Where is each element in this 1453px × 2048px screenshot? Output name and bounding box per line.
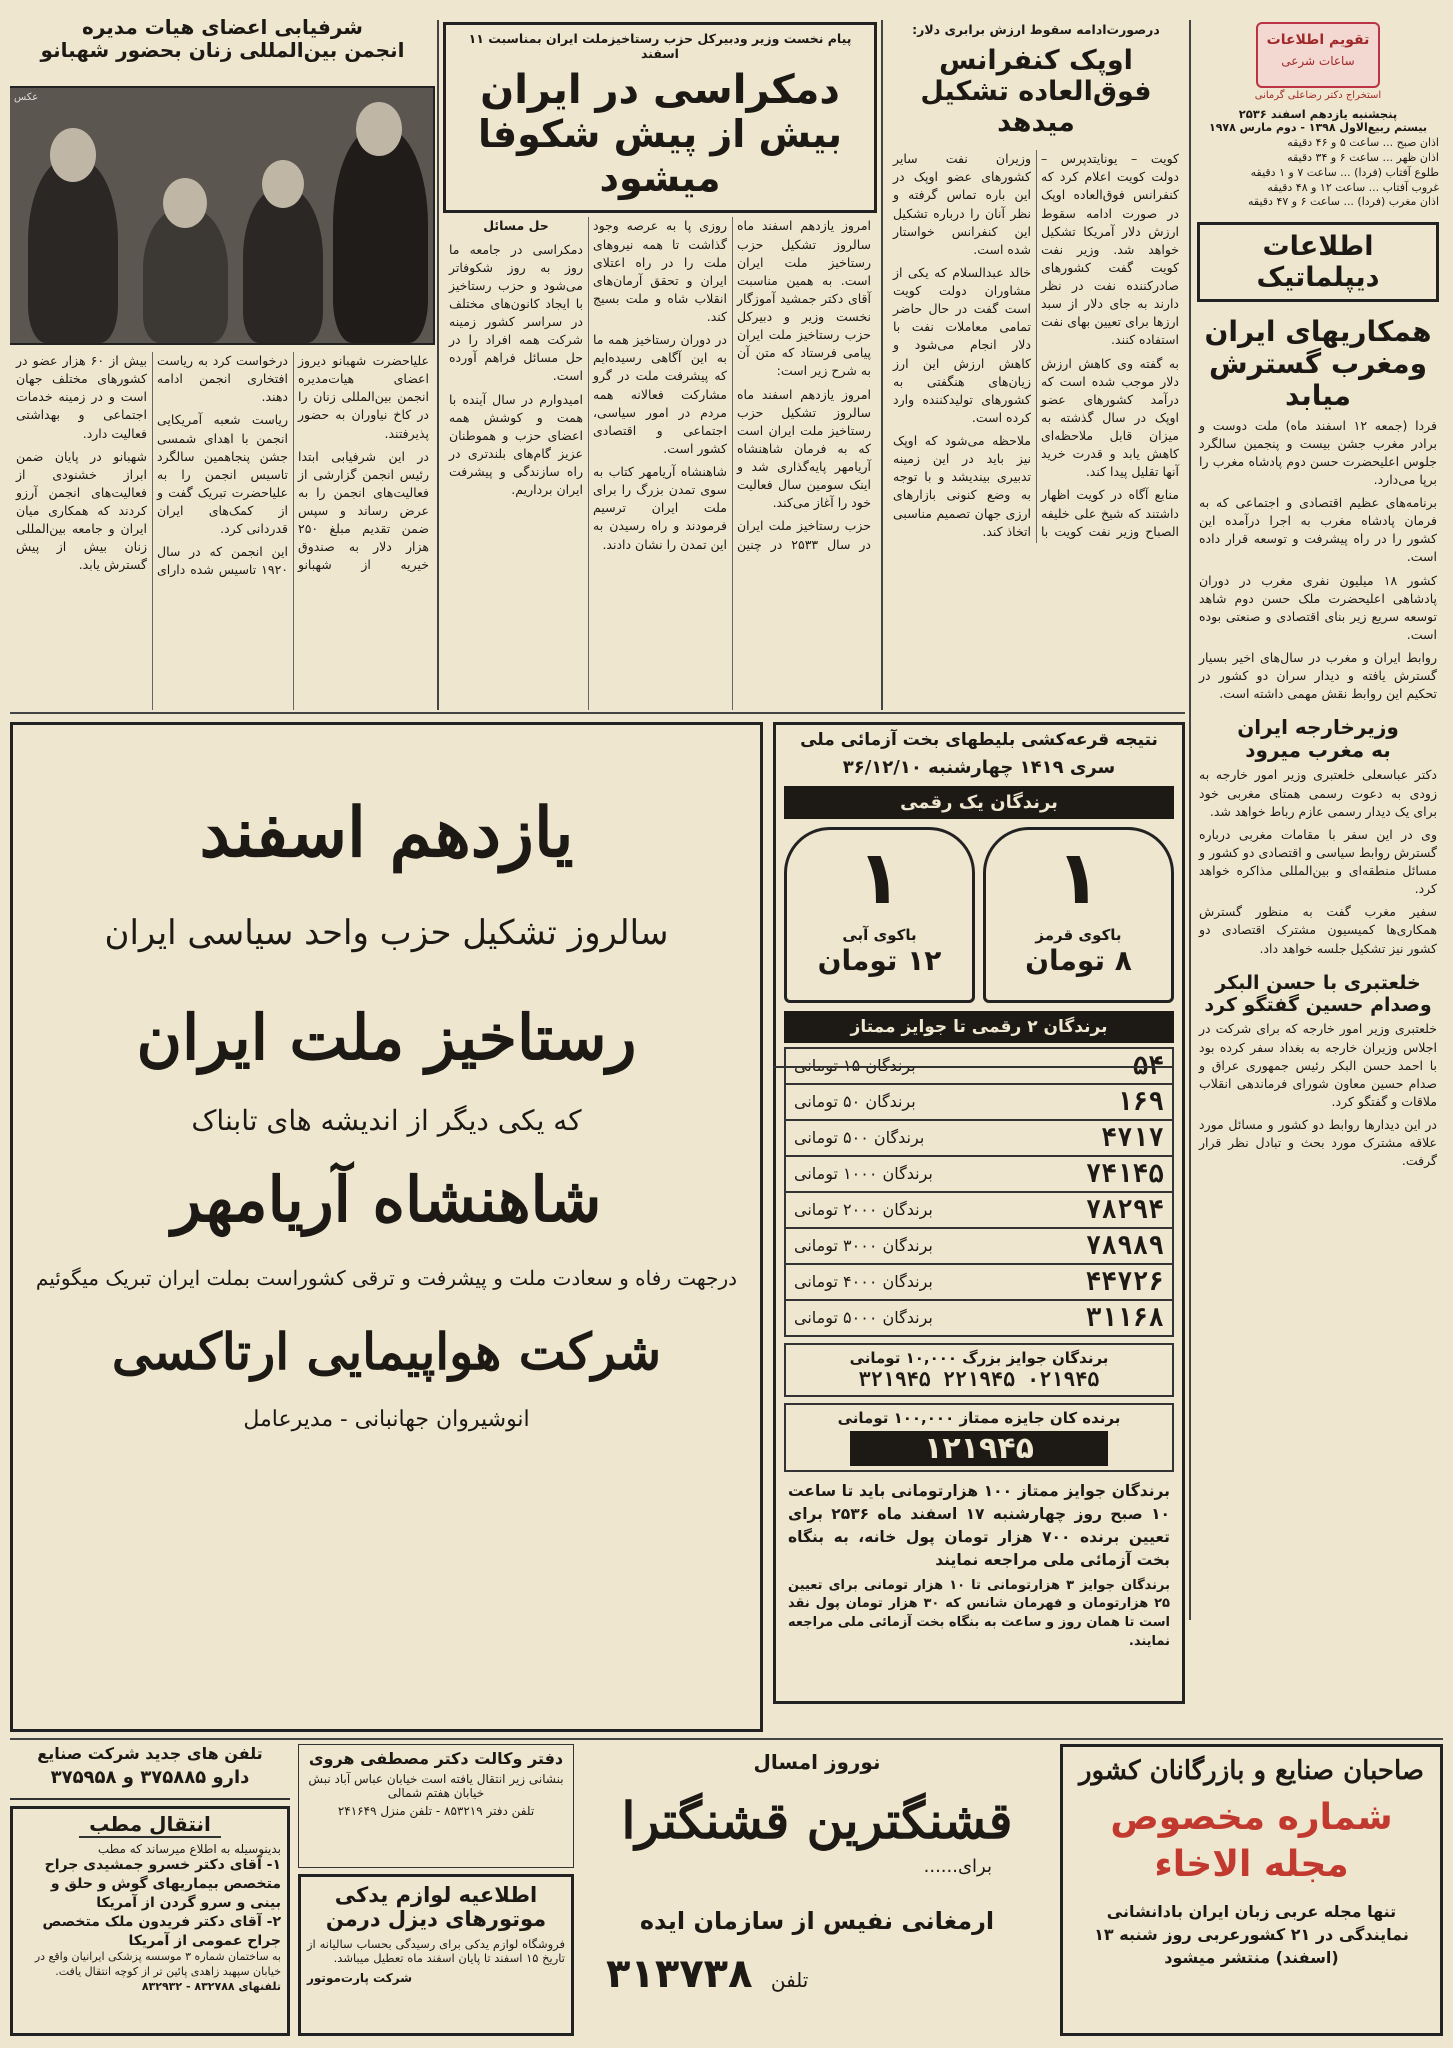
clinic-body-0: بدینوسیله به اطلاع میرساند که مطب [97,1842,281,1856]
opec-headline: اوپک کنفرانس فوق‌العاده تشکیل میدهد [920,45,1152,139]
paragraph: خالد عبدالسلام که یکی از مشاوران دولت کویت است گفت در حال حاضر تمامی معاملات نفت با دلار انجام می‌شود و کاهش ارزش این ارز زیان‌های هنگفتی به کشورهای تولیدکننده وارد کرده است. [893,264,1031,425]
prize-label: برندگان ۳۰۰۰ تومانی [794,1236,933,1256]
rastakhiz-headline-1: دمکراسی در ایران [480,67,840,113]
grand-prize-number: ۱۲۱۹۴۵ [850,1431,1108,1466]
paragraph: در دوران رستاخیز همه ما به این آگاهی رسیده‌ایم که پیشرفت ملت در گرو مشارکت فعالانه همه مردم در امور سیاسی، اجتماعی و اقتصادی کشور است. [593,332,727,456]
calendar-masthead [1193,22,1443,217]
prize-label: برندگان ۱۰۰۰ تومانی [794,1164,933,1184]
paragraph: منابع آگاه در کویت اظهار داشتند که شیخ علی خلیفه الصباح وزیر نفت کویت با وزیران نفت سایر کشورهای عضو اوپک در این باره تماس گرفته و نظر آنان را درباره تشکیل این کنفرانس خواستار شده است. [893,151,1179,539]
queen-headline-1: شرفیابی اعضای هیات مدیره [82,15,363,39]
paragraph: خلعتبری وزیر امور خارجه که برای شرکت در اجلاس وزیران خارجه به بغداد سفر کرده بود با احمد حسن البکر رئیس جمهوری عراق و صدام حسین معاون شورای فرماندهی انقلاب ملاقات و گفتگو کرد. [1199,1021,1437,1109]
section-rule [10,712,1185,714]
winning-number: ۳۱۱۶۸ [1085,1302,1164,1333]
one-digit-color: باکوی آبی [842,925,917,944]
clinic-body-1: ۱- آقای دکتر خسرو جمشیدی جراح متخصص بیماریهای گوش و حلق و بینی و سرو گردن از آمریکا [44,1857,281,1911]
winning-number: ۱۶۹ [1117,1086,1164,1117]
lottery-row [786,1229,1172,1265]
diplomatic-section-title: اطلاعات دیپلماتیک [1197,222,1439,302]
fm-headline [1193,716,1443,762]
section-rule [10,1738,1443,1740]
nowruz-sub: ارمغانی نفیس از سازمان ایده [639,1906,995,1935]
lottery-title: نتیجه قرعه‌کشی بلیطهای بخت آزمائی ملی [800,730,1158,750]
column-rule [881,20,883,710]
winning-number: ۴۴۷۲۶ [1085,1266,1164,1297]
ad-line-8: انوشیروان جهانبانی - مدیرعامل [243,1407,530,1432]
lottery-notice-2: برندگان جوایز ۳ هزارتومانی تا ۱۰ هزار تومانی برای تعیین ۲۵ هزارتومان و فهرمان شانس که ۳۰ هزار تومان پول نقد است تا همان روز و ساعت به بنگاه بخت آزمائی ملی مراجعه نمایند. [788,1577,1170,1650]
queen-photo [10,86,435,345]
clinic-body-2: ۲- آقای دکتر فریدون ملک متخصص جراح عمومی از آمریکا [42,1913,281,1949]
paragraph: این انجمن که در سال ۱۹۲۰ تاسیس شده دارای بیش از ۶۰ هزار عضو در کشورهای مختلف جهان است و در زمینه خدمات اجتماعی و بهداشتی فعالیت دارد. [16,353,288,578]
rastakhiz-article [443,22,877,710]
queen-article [10,10,435,710]
paragraph: ریاست شعبه آمریکایی انجمن با اهدای شمسی جشن پنجاهمین سالگرد تاسیس انجمن را به علیاحضرت تبریک گفت و از کمک‌های ایران قدردانی کرد. [157,412,288,537]
aseman-construction-ad [773,1066,1173,1068]
opec-article [887,22,1185,710]
column-rule [437,20,439,710]
diplomatic-body [1193,413,1443,713]
paragraph: وی در این سفر با مقامات مغربی درباره گسترش روابط سیاسی و اقتصادی دو کشور و مسائل منطقه‌ای و بین‌المللی مذاکره خواهد کرد. [1199,826,1437,897]
magazine-body: تنها مجله عربی زبان ایران بادانشانی نمایندگی در ۲۱ کشورعربی روز شنبه ۱۳ (اسفند) منتشر میشود [1094,1901,1409,1968]
paragraph: سفیر مغرب گفت به منظور گسترش همکاری‌ها کمیسیون مشترک اقتصادی دو کشور نیز تشکیل جلسه خواهد داد. [1199,904,1437,956]
clinic-title: انتقال مطب [79,1813,221,1838]
paragraph: امروز یازدهم اسفند ماه سالروز تشکیل حزب رستاخیز ملت ایران است که به فرمان شاهنشاه آریامهر پایه‌گذاری شد و اینک سومین سال فعالیت خود را آغاز می‌کند. [737,386,871,511]
diplomatic-headline-line1: همکاریهای ایران [1204,315,1432,348]
rastakhiz-headline-box [443,22,877,213]
lawyer-phone: تلفن دفتر ۸۵۳۲۱۹ - تلفن منزل ۲۴۱۶۴۹ [337,1804,535,1818]
calendar-logo [1256,22,1380,88]
big-prize-label: برندگان جوایز بزرگ ۱۰,۰۰۰ تومانی [849,1348,1109,1367]
nowruz-phone-row [606,1951,1052,1997]
paragraph: کشور ۱۸ میلیون نفری مغرب در دوران پادشاهی اعلیحضرت ملک حسن دوم شاهد توسعه سریع زیر بنای اقتصادی و صنعتی بوده است. [1199,572,1437,642]
big-prize-numbers: ۰۲۱۹۴۵ ۲۲۱۹۴۵ ۳۲۱۹۴۵ [858,1366,1100,1391]
magazine-red-1: شماره مخصوص [1110,1796,1393,1838]
diesel-body: فروشگاه لوازم یدکی برای رسیدگی بحساب سالیانه از تاریخ ۱۵ اسفند تا پایان اسفند ماه تعطیل میباشد. [307,1937,565,1966]
one-digit-number: ۱ [1055,834,1102,921]
winning-number: ۴۷۱۷ [1101,1122,1164,1153]
lawyer-title: دفتر وکالت دکتر مصطفی هروی [308,1749,564,1768]
lottery-series: سری ۱۴۱۹ چهارشنبه ۳۶/۱۲/۱۰ [842,756,1116,778]
fm-headline-line2: به مغرب میرود [1245,738,1391,763]
calendar-source: استخراج دکتر رضاعلی گرمانی [1254,90,1382,101]
photo-label: عکس [14,92,39,103]
big-prize-box [784,1343,1174,1397]
grand-prize-box [784,1403,1174,1472]
clinic-ad [10,1806,290,2036]
paragraph: شاهنشاه آریامهر کتاب به سوی تمدن بزرگ را برای ملت ایران ترسیم فرمودند و راه رسیدن به این تمدن را نشان دادند. [593,464,727,552]
queen-body [10,348,435,710]
fm-body [1193,762,1443,966]
paragraph: حزب رستاخیز ملت ایران در سال ۲۵۳۳ در چنین روزی پا به عرصه وجود گذاشت تا همه نیروهای ملت را در راه اعتلای ایران و تحقق آرمان‌های انقلاب شاه و ملت بسیج کند. [593,218,871,552]
rastakhiz-body [443,213,877,710]
lottery-row [786,1193,1172,1229]
ad-line-3: رستاخیز ملت ایران [136,1001,637,1074]
prayer-time-row: اذان ظهر ... ساعت ۶ و ۳۴ دقیقه [1287,150,1439,164]
diplomatic-section [1193,222,1443,1617]
prayer-time-row: اذان مغرب (فردا) ... ساعت ۶ و ۴۷ دقیقه [1248,195,1439,209]
grand-prize-label: برنده کان جایزه ممتاز ۱۰۰,۰۰۰ تومانی [837,1408,1121,1427]
paragraph: علیاحضرت شهبانو دیروز اعضای هیات‌مدیره انجمن بین‌المللی زنان را در کاخ نیاوران به حضور پذیرفتند. [298,353,429,441]
prayer-time-row: اذان صبح ... ساعت ۵ و ۴۶ دقیقه [1287,136,1439,149]
opec-body [887,146,1185,547]
winning-number: ۷۸۹۸۹ [1085,1230,1164,1261]
new-phones-ad [10,1744,290,1800]
winning-number: ۵۴ [1132,1050,1164,1081]
diesel-parts-ad [298,1874,574,2036]
prize-label: برندگان ۵۰۰۰ تومانی [794,1308,933,1328]
lottery-notice: برندگان جوایز ممتاز ۱۰۰ هزارتومانی باید تا ساعت ۱۰ صبح روز چهارشنبه ۱۷ اسفند ماه ۲۵۳۶ برای تعیین برنده ۷۰۰ هزار تومان پول خانه، به بنگاه بخت آزمائی ملی مراجعه نمایند [788,1481,1170,1570]
diesel-title: اطلاعیه لوازم یدکی موتورهای دیزل درمن [325,1883,547,1932]
prayer-time-row: غروب آفتاب ... ساعت ۱۲ و ۴۸ دقیقه [1267,180,1439,194]
lottery-row [786,1085,1172,1121]
one-digit-winners [784,827,1174,1003]
prayer-times [1193,134,1443,212]
ad-line-1: یازدهم اسفند [199,793,574,873]
lottery-results [773,722,1185,1704]
nowruz-phone-label: تلفن [770,1967,809,1992]
aseman-ad-box [1030,1076,1031,1077]
nowruz-kicker: نوروز امسال [753,1750,881,1774]
diesel-signature: شرکت پارت‌موتور [307,1971,412,1986]
lottery-row [786,1121,1172,1157]
clinic-body-4: تلفنهای ۸۳۲۷۸۸ - ۸۳۲۹۳۲ [141,1980,281,1994]
paragraph: در این دیدارها روابط دو کشور و مسائل مورد علاقه مشترک مورد بحث و تبادل نظر قرار گرفت. [1199,1117,1437,1169]
nowruz-for: برای...... [923,1855,992,1877]
winning-number: ۷۴۱۴۵ [1085,1158,1164,1189]
paragraph: فردا (جمعه ۱۲ اسفند ماه) ملت دوست و برادر مغرب جشن بیست و پنجمین سالگرد جلوس اعلیحضرت حسن دوم پادشاه مغرب را برپا می‌دارد. [1199,417,1437,487]
nowruz-headline: قشنگترین قشنگترا [621,1791,1013,1850]
winning-number: ۷۸۲۹۴ [1085,1194,1164,1225]
lottery-row [786,1265,1172,1301]
rastakhiz-headline-2: بیش از پیش شکوفا میشود [477,112,843,200]
one-digit-card-blue [784,827,975,1003]
one-digit-number: ۱ [856,834,903,921]
prayer-time-row: طلوع آفتاب (فردا) ... ساعت ۷ و ۱ دقیقه [1250,165,1439,179]
paragraph: شهبانو در پایان ضمن ابراز خشنودی از فعالیت‌های انجمن آرزو کردند که همکاری میان ایران و جامعه بین‌المللی زنان بیش از پیش گسترش یابد. [16,448,147,573]
magazine-ad [1060,1744,1443,2036]
diplomatic-headline [1193,316,1443,413]
calendar-title: تقویم اطلاعات [1266,32,1370,48]
paragraph: کویت – یونایتدپرس – دولت کویت اعلام کرد که کنفرانس فوق‌العاده اوپک در صورت ادامه سقوط ارزش دلار آمریکا تشکیل خواهد شد. وزیر نفت کویت گفت کشورهای صادرکننده نفت در نظر دارند به جای دلار از سبد ارزها برای تعیین بهای نفت استفاده کنند. [1041,151,1179,348]
two-digit-header: برندگان ۲ رقمی تا جوایز ممتاز [784,1011,1174,1043]
ad-line-7: شرکت هواپیمایی ارتاکسی [111,1322,662,1381]
paragraph: در این شرفیابی ابتدا رئیس انجمن گزارشی از فعالیت‌های انجمن را به عرض رساند و سپس ضمن تقدیم مبلغ ۲۵۰ هزار دلار به صندوق خیریه از شهبانو درخواست کرد به ریاست افتخاری انجمن ادامه دهند. [157,353,429,573]
one-digit-prize: ۸ تومان [1025,943,1132,977]
ad-line-6: درجهت رفاه و سعادت ملت و پیشرفت و ترقی کشوراست بملت ایران تبریک میگوئیم [35,1266,738,1290]
paragraph: به گفته وی کاهش ارزش دلار موجب شده است که درآمد کشورهای عضو اوپک در سال گذشته به میزان قابل ملاحظه‌ای کاهش یابد و قدرت خرید آنها تقلیل پیدا کند. [1041,355,1179,480]
lottery-table [784,1047,1174,1337]
calendar-date-2: بیستم ربیع‌الاول ۱۳۹۸ - دوم مارس ۱۹۷۸ [1208,121,1427,134]
paragraph: برنامه‌های عظیم اقتصادی و اجتماعی که به فرمان پادشاه مغرب به اجرا درآمده این کشور را در راه پیشرفت و توسعه قرار داده است. [1199,495,1437,565]
lottery-row [786,1301,1172,1335]
subhead: حل مسائل [483,218,549,234]
diplomatic-headline-line2: ومغرب گسترش میابد [1208,347,1428,413]
prize-label: برندگان ۴۰۰۰ تومانی [794,1272,933,1292]
prize-label: برندگان ۱۵ تومانی [794,1056,916,1076]
prize-label: برندگان ۵۰۰ تومانی [794,1128,925,1148]
clinic-body-3: به ساختمان شماره ۳ موسسه پزشکی ایرانیان واقع در خیابان سپهبد زاهدی پائین تر از کوچه انتقال یافت. [34,1950,281,1979]
calendar-date: پنجشنبه یازدهم اسفند ۲۵۳۶ [1238,107,1398,121]
nowruz-ad [582,1744,1052,2036]
ad-line-2: سالروز تشکیل حزب واحد سیاسی ایران [104,913,669,953]
one-digit-card-red [983,827,1174,1003]
new-phones-title: تلفن های جدید شرکت صنایع [37,1744,263,1763]
lawyer-body: بنشانی زیر انتقال یافته است خیابان عباس آباد نبش خیابان هفتم شمالی [308,1772,564,1800]
paragraph: ملاحظه می‌شود که اوپک نیز باید در این زمینه تدبیری بیندیشد و با توجه به وضع کنونی بازارهای ارزی جهان تصمیم مناسبی اتخاذ کند. [893,433,1031,539]
one-digit-prize: ۱۲ تومان [817,943,942,977]
opec-kicker: درصورت‌ادامه سقوط ارزش برابری دلار: [912,22,1160,37]
ad-line-5: شاهنشاه آریامهر [171,1163,602,1236]
magazine-headline: صاحبان صنایع و بازرگانان کشور [1079,1756,1424,1786]
rastakhiz-kicker: پیام نخست وزیر ودبیرکل حزب رستاخیزملت ایران بمناسبت ۱۱ اسفند [468,31,852,61]
column-rule [1189,20,1191,1620]
new-phones-numbers: دارو ۳۷۵۸۸۵ و ۳۷۵۹۵۸ [50,1767,250,1788]
paragraph: روابط ایران و مغرب در سال‌های اخیر بسیار گسترش یافته و دیدار سران دو کشور در تحکیم این روابط نقش مهمی داشته است. [1199,650,1437,702]
queen-headline-2: انجمن بین‌المللی زنان بحضور شهبانو [40,38,405,62]
paragraph: امروز یازدهم اسفند ماه سالروز تشکیل حزب رستاخیز ملت ایران است. به همین مناسبت آقای دکتر جمشید آموزگار نخست وزیر و دبیرکل حزب رستاخیز ملت ایران پیامی فرستاد که متن آن به شرح زیر است: [737,218,871,379]
prize-label: برندگان ۵۰ تومانی [794,1092,916,1112]
one-digit-header: برندگان یک رقمی [784,786,1174,819]
prize-label: برندگان ۲۰۰۰ تومانی [794,1200,933,1220]
anniversary-ad [10,722,763,1732]
lawyer-ad [298,1744,574,1868]
ad-line-4: که یکی دیگر از اندیشه های تابناک [191,1104,582,1137]
one-digit-color: باکوی قرمز [1035,925,1122,944]
magazine-red-2: مجله الاخاء [1154,1844,1349,1886]
paragraph: دکتر عباسعلی خلعتبری وزیر امور خارجه به زودی به دعوت رسمی همتای مغربی خود برای یک دیدار رسمی عازم رباط خواهد شد. [1199,767,1437,819]
khalatbari-headline: خلعتبری با حسن البکر وصدام حسین گفتگو کرد [1204,971,1432,1016]
lottery-row [786,1157,1172,1193]
khalatbari-body [1193,1016,1443,1179]
calendar-subtitle: ساعات شرعی [1281,54,1355,68]
paragraph: دمکراسی در جامعه ما روز به روز شکوفاتر می‌شود و حزب رستاخیز با ایجاد کانون‌های مختلف در سراسر کشور زمینه شرکت همه افراد را در حل مسائل فراهم آورده است. [449,241,583,384]
fm-headline-line1: وزیرخارجه ایران [1237,715,1399,740]
nowruz-phone: ۳۱۳۷۳۸ [606,1950,753,1997]
paragraph: امیدوارم در سال آینده با همت و کوشش همه اعضای حزب و هموطنان عزیز گام‌های بلندتری در راه سازندگی و پیشرفت ایران برداریم. [449,391,583,498]
